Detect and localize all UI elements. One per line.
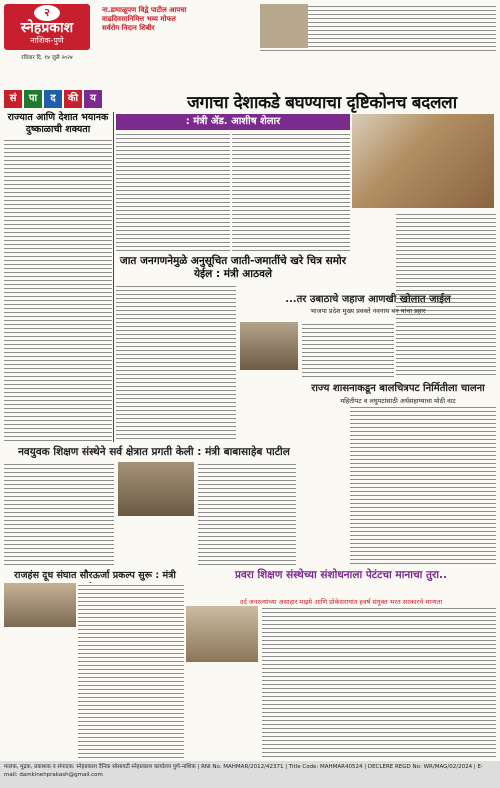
- left-headline: राज्यात आणि देशात भयानक दुष्काळाची शक्यता: [7, 112, 109, 135]
- dudh-photo: [4, 583, 76, 627]
- athavale-headline: जात जनगणनेमुळे अनुसूचित जाती-जमातींचे खरे चित्र समोर येईल : मंत्री आठवले: [119, 255, 347, 280]
- ad-photo: [260, 4, 308, 48]
- school-body: [262, 606, 496, 758]
- navyuvak-headline: नवयुवक शिक्षण संस्थेने सर्व क्षेत्रात प्रगती केली : मंत्री बाबासाहेब पाटील: [18, 446, 290, 458]
- navyuvak-body-2: [198, 462, 296, 566]
- author-byline: : मंत्री ॲड. आशीष शेलार: [116, 114, 350, 130]
- law-subhead: महितीपट व लघुपटांसाठी अर्थसहाय्याचा मोठी वाट: [340, 397, 456, 405]
- tag-letter: द: [44, 90, 62, 108]
- tag-letter: सं: [4, 90, 22, 108]
- dudh-body: [78, 583, 184, 759]
- footer-imprint: मालक, मुद्रक, प्रकाशक व संपादक: स्नेहप्रकाश दैनिक सोसायटी स्नेहप्रकाश कार्यालय पुणे-नाशिक | RNI No. MAHMAR/2012/42371 | Title Code: MAHMAR40524 | DECLERE REGD No: WR/MAG/02/2024 | E-mail: damkinehprakash@gmail.com: [0, 761, 500, 788]
- newspaper-logo: [4, 4, 90, 50]
- school-headline: प्रवरा शिक्षण संस्थेच्या संशोधनाला पेटंटचा मानाचा तुरा..: [234, 569, 448, 581]
- newspaper-place: नाशिक-पुणे: [30, 36, 64, 45]
- main-article-body: [116, 132, 230, 254]
- logo-number: २: [34, 5, 60, 21]
- main-article-body-2: [232, 132, 350, 254]
- ship-subhead: भाजपा प्रदेश मुख्य प्रवक्ते नवनाथ बन यांचा प्रहार: [310, 307, 426, 315]
- athavale-body: [116, 284, 236, 439]
- ship-photo: [240, 322, 298, 370]
- tag-letter: य: [84, 90, 102, 108]
- navyuvak-body: [4, 462, 114, 566]
- main-headline: जगाचा देशाकडे बघण्याचा दृष्टिकोनच बदलला: [187, 93, 457, 113]
- dudh-headline: राजहंस दूध संघात सौरऊर्जा प्रकल्प सुरू : मंत्री: [14, 570, 176, 581]
- school-photo: [186, 606, 258, 662]
- issue-date: रविवार दि. १४ जुलै २०२४: [21, 55, 73, 61]
- newspaper-name: स्नेहप्रकाश: [20, 20, 74, 36]
- masthead: [4, 4, 496, 84]
- tag-letter: की: [64, 90, 82, 108]
- ship-headline: ...तर उबाठाचे जहाज आणखी खोलात जाईल: [285, 294, 451, 305]
- tag-letter: पा: [24, 90, 42, 108]
- main-article-photo: [352, 114, 494, 208]
- navyuvak-photo: [118, 462, 194, 516]
- sampadakiya-bar: [4, 90, 144, 108]
- left-article-body: [4, 138, 112, 443]
- law-body: [350, 405, 496, 565]
- law-headline: राज्य शासनाकडून बालचित्रपट निर्मितीला चालना: [311, 383, 485, 394]
- left-article-title: [4, 112, 112, 136]
- ad-title: ना.डाघाळूपण विद्वे पाटील आपचा वाढदिवसानिमित्त भव्य मोफत सर्वरोग निदान शिबीर: [102, 6, 187, 32]
- school-subhead: दर्द जनरल्यांच्या असाहार माझ्ये आणि प्रोकेसरायांत हवर्ष संयुक्त भरत सरकारचे मान्यता: [239, 598, 443, 606]
- ship-body: [302, 322, 394, 378]
